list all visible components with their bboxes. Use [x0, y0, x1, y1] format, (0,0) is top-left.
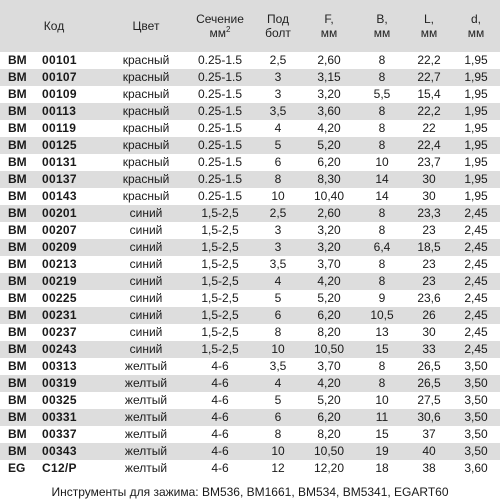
clamping-tools-note: Инструменты для зажима: BM536, BM1661, BM534, BM5341, EGART60: [51, 485, 449, 499]
cell-l: 23,7: [406, 154, 452, 171]
cell-code-number: 00343: [36, 443, 108, 460]
header-d: d, мм: [452, 0, 500, 52]
cell-prefix: BM: [0, 290, 36, 307]
cell-color: желтый: [108, 375, 184, 392]
cell-bolt: 8: [256, 426, 300, 443]
cell-bolt: 5: [256, 392, 300, 409]
table-row: [0, 120, 500, 137]
cell-d: 3,50: [452, 426, 500, 443]
table-row: [0, 188, 500, 205]
header-f: F, мм: [300, 0, 358, 52]
cell-prefix: BM: [0, 103, 36, 120]
cell-color: синий: [108, 205, 184, 222]
cell-section: 0.25-1.5: [184, 103, 256, 120]
cell-l: 30: [406, 171, 452, 188]
cell-section: 4-6: [184, 443, 256, 460]
cell-l: 38: [406, 460, 452, 477]
cell-code-number: 00119: [36, 120, 108, 137]
cell-bolt: 3: [256, 222, 300, 239]
cell-d: 1,95: [452, 69, 500, 86]
table-row: [0, 205, 500, 222]
cell-f: 3,60: [300, 103, 358, 120]
cell-section: 1,5-2,5: [184, 290, 256, 307]
table-row: [0, 239, 500, 256]
cell-f: 12,20: [300, 460, 358, 477]
header-section: Сечение $мм^2$: [184, 0, 256, 52]
table-row: [0, 341, 500, 358]
cell-b: 8: [358, 222, 406, 239]
cell-f: 10,50: [300, 341, 358, 358]
cell-color: красный: [108, 69, 184, 86]
cell-color: синий: [108, 256, 184, 273]
cell-l: 33: [406, 341, 452, 358]
header-color: Цвет: [108, 0, 184, 52]
cell-bolt: 8: [256, 324, 300, 341]
cell-f: 5,20: [300, 290, 358, 307]
cell-color: красный: [108, 171, 184, 188]
cell-bolt: 2,5: [256, 52, 300, 69]
cell-bolt: 4: [256, 120, 300, 137]
cell-code-number: 00319: [36, 375, 108, 392]
cell-b: 5,5: [358, 86, 406, 103]
table-row: [0, 324, 500, 341]
cell-bolt: 4: [256, 273, 300, 290]
cell-code-number: 00231: [36, 307, 108, 324]
cell-d: 1,95: [452, 171, 500, 188]
cell-d: 1,95: [452, 103, 500, 120]
cell-bolt: 8: [256, 171, 300, 188]
cell-code-number: 00137: [36, 171, 108, 188]
cell-b: 18: [358, 460, 406, 477]
cell-f: 8,30: [300, 171, 358, 188]
cell-section: 1,5-2,5: [184, 256, 256, 273]
cell-section: 0.25-1.5: [184, 188, 256, 205]
cell-l: 23,6: [406, 290, 452, 307]
table-row: [0, 409, 500, 426]
cell-b: 14: [358, 188, 406, 205]
cell-bolt: 5: [256, 290, 300, 307]
cell-d: 3,50: [452, 443, 500, 460]
cell-section: 1,5-2,5: [184, 341, 256, 358]
cell-prefix: BM: [0, 171, 36, 188]
cell-f: 8,20: [300, 324, 358, 341]
cell-d: 3,50: [452, 409, 500, 426]
cell-color: желтый: [108, 460, 184, 477]
cell-code-number: 00107: [36, 69, 108, 86]
cell-section: 1,5-2,5: [184, 324, 256, 341]
cell-f: 4,20: [300, 120, 358, 137]
cell-d: 1,95: [452, 52, 500, 69]
cell-code-number: 00125: [36, 137, 108, 154]
table-row: [0, 256, 500, 273]
cell-f: 6,20: [300, 409, 358, 426]
cell-prefix: BM: [0, 239, 36, 256]
cell-prefix: BM: [0, 392, 36, 409]
cell-color: синий: [108, 239, 184, 256]
cell-code-number: 00313: [36, 358, 108, 375]
cell-b: 8: [358, 69, 406, 86]
cell-f: 10,50: [300, 443, 358, 460]
cell-color: синий: [108, 290, 184, 307]
cell-f: 3,70: [300, 256, 358, 273]
cell-prefix: BM: [0, 86, 36, 103]
cell-code-number: 00209: [36, 239, 108, 256]
cell-code-number: 00219: [36, 273, 108, 290]
cell-code-number: 00325: [36, 392, 108, 409]
cell-f: 5,20: [300, 137, 358, 154]
cell-l: 23: [406, 256, 452, 273]
cell-l: 22,2: [406, 103, 452, 120]
cell-prefix: BM: [0, 120, 36, 137]
cell-prefix: BM: [0, 188, 36, 205]
table-row: [0, 86, 500, 103]
cell-f: 3,20: [300, 222, 358, 239]
cell-f: 5,20: [300, 392, 358, 409]
cell-prefix: BM: [0, 256, 36, 273]
cell-l: 30: [406, 324, 452, 341]
cell-code-number: 00243: [36, 341, 108, 358]
cell-b: 8: [358, 120, 406, 137]
cell-code-number: 00201: [36, 205, 108, 222]
cell-b: 11: [358, 409, 406, 426]
cell-prefix: BM: [0, 375, 36, 392]
cell-section: 0.25-1.5: [184, 120, 256, 137]
cell-code-number: 00109: [36, 86, 108, 103]
cell-f: 8,20: [300, 426, 358, 443]
cell-prefix: BM: [0, 409, 36, 426]
cell-bolt: 2,5: [256, 205, 300, 222]
cell-d: 1,95: [452, 86, 500, 103]
cell-l: 18,5: [406, 239, 452, 256]
cell-section: 4-6: [184, 426, 256, 443]
cell-b: 6,4: [358, 239, 406, 256]
cell-color: красный: [108, 188, 184, 205]
cell-bolt: 3,5: [256, 358, 300, 375]
cell-color: желтый: [108, 443, 184, 460]
cell-prefix: BM: [0, 69, 36, 86]
cell-l: 30,6: [406, 409, 452, 426]
header-code: Код: [0, 0, 108, 52]
cell-l: 37: [406, 426, 452, 443]
table-row: [0, 137, 500, 154]
cell-b: 10: [358, 154, 406, 171]
table-row: [0, 307, 500, 324]
cell-b: 8: [358, 103, 406, 120]
table-row: [0, 375, 500, 392]
cell-l: 27,5: [406, 392, 452, 409]
cell-d: 1,95: [452, 120, 500, 137]
table-row: [0, 154, 500, 171]
cell-d: 2,45: [452, 205, 500, 222]
cell-b: 14: [358, 171, 406, 188]
cell-bolt: 10: [256, 188, 300, 205]
cell-f: 3,70: [300, 358, 358, 375]
cell-f: 3,20: [300, 239, 358, 256]
header-b: B, мм: [358, 0, 406, 52]
cell-color: желтый: [108, 358, 184, 375]
cell-code-number: 00143: [36, 188, 108, 205]
cell-d: 2,45: [452, 307, 500, 324]
cell-f: 3,20: [300, 86, 358, 103]
cell-b: 8: [358, 52, 406, 69]
cell-section: 1,5-2,5: [184, 222, 256, 239]
cell-d: 2,45: [452, 222, 500, 239]
cell-code-number: 00113: [36, 103, 108, 120]
cell-d: 1,95: [452, 188, 500, 205]
cell-b: 10: [358, 392, 406, 409]
cell-section: 0.25-1.5: [184, 69, 256, 86]
cell-l: 23,3: [406, 205, 452, 222]
cell-color: синий: [108, 341, 184, 358]
table-row: [0, 273, 500, 290]
cell-l: 23: [406, 273, 452, 290]
cell-prefix: BM: [0, 222, 36, 239]
cell-bolt: 10: [256, 443, 300, 460]
cell-f: 6,20: [300, 154, 358, 171]
cell-section: 4-6: [184, 460, 256, 477]
table-row: [0, 52, 500, 69]
cell-b: 8: [358, 375, 406, 392]
cell-b: 8: [358, 137, 406, 154]
table-row: [0, 222, 500, 239]
cell-code-number: 00101: [36, 52, 108, 69]
cell-b: 8: [358, 256, 406, 273]
cell-b: 15: [358, 426, 406, 443]
cell-b: 10,5: [358, 307, 406, 324]
cell-f: 2,60: [300, 205, 358, 222]
table-body: [0, 52, 500, 477]
cell-section: 0.25-1.5: [184, 154, 256, 171]
cell-d: 3,60: [452, 460, 500, 477]
cell-code-number: 00237: [36, 324, 108, 341]
table-row: [0, 103, 500, 120]
header-bolt: Под болт: [256, 0, 300, 52]
cell-section: 4-6: [184, 392, 256, 409]
cell-section: 1,5-2,5: [184, 273, 256, 290]
cell-prefix: BM: [0, 341, 36, 358]
cell-color: красный: [108, 120, 184, 137]
cell-prefix: BM: [0, 443, 36, 460]
cell-color: красный: [108, 154, 184, 171]
cell-bolt: 3,5: [256, 103, 300, 120]
table-row: [0, 358, 500, 375]
cell-prefix: BM: [0, 358, 36, 375]
cell-code-number: C12/P: [36, 460, 108, 477]
cell-d: 1,95: [452, 137, 500, 154]
cell-section: 0.25-1.5: [184, 137, 256, 154]
cell-l: 40: [406, 443, 452, 460]
cell-prefix: BM: [0, 205, 36, 222]
cell-color: желтый: [108, 426, 184, 443]
cell-color: красный: [108, 86, 184, 103]
cell-bolt: 4: [256, 375, 300, 392]
table-row: [0, 460, 500, 477]
cell-bolt: 3: [256, 239, 300, 256]
cell-section: 1,5-2,5: [184, 239, 256, 256]
cell-d: 2,45: [452, 290, 500, 307]
cell-color: красный: [108, 103, 184, 120]
cell-b: 8: [358, 273, 406, 290]
cell-section: 1,5-2,5: [184, 205, 256, 222]
cell-code-number: 00337: [36, 426, 108, 443]
cell-f: 10,40: [300, 188, 358, 205]
table-row: [0, 392, 500, 409]
cell-f: 3,15: [300, 69, 358, 86]
cell-bolt: 6: [256, 154, 300, 171]
table-row: [0, 426, 500, 443]
cell-f: 4,20: [300, 273, 358, 290]
header-l: L, мм: [406, 0, 452, 52]
cell-d: 3,50: [452, 358, 500, 375]
cell-l: 23: [406, 222, 452, 239]
table-row: [0, 171, 500, 188]
header-row: [0, 0, 500, 52]
cell-code-number: 00225: [36, 290, 108, 307]
cell-section: 4-6: [184, 358, 256, 375]
cell-section: 0.25-1.5: [184, 171, 256, 188]
cell-l: 22,4: [406, 137, 452, 154]
cell-bolt: 3: [256, 86, 300, 103]
cell-l: 26: [406, 307, 452, 324]
cell-prefix: BM: [0, 307, 36, 324]
cell-color: синий: [108, 273, 184, 290]
cell-color: синий: [108, 222, 184, 239]
cell-d: 2,45: [452, 256, 500, 273]
cell-l: 22: [406, 120, 452, 137]
cell-prefix: BM: [0, 137, 36, 154]
table-row: [0, 443, 500, 460]
cell-l: 30: [406, 188, 452, 205]
cell-bolt: 5: [256, 137, 300, 154]
cell-f: 2,60: [300, 52, 358, 69]
cell-b: 13: [358, 324, 406, 341]
cell-l: 15,4: [406, 86, 452, 103]
cell-d: 3,50: [452, 392, 500, 409]
cell-bolt: 3,5: [256, 256, 300, 273]
cell-code-number: 00331: [36, 409, 108, 426]
table-row: [0, 69, 500, 86]
cell-b: 8: [358, 358, 406, 375]
cell-b: 19: [358, 443, 406, 460]
cell-bolt: 12: [256, 460, 300, 477]
cell-prefix: BM: [0, 426, 36, 443]
cell-color: желтый: [108, 409, 184, 426]
cell-prefix: BM: [0, 273, 36, 290]
cell-d: 1,95: [452, 154, 500, 171]
cell-bolt: 10: [256, 341, 300, 358]
cell-d: 2,45: [452, 273, 500, 290]
cell-section: 4-6: [184, 409, 256, 426]
cell-l: 26,5: [406, 375, 452, 392]
cell-l: 22,7: [406, 69, 452, 86]
cell-prefix: EG: [0, 460, 36, 477]
cell-bolt: 6: [256, 409, 300, 426]
cell-code-number: 00207: [36, 222, 108, 239]
cell-d: 3,50: [452, 375, 500, 392]
cell-prefix: BM: [0, 154, 36, 171]
cell-l: 22,2: [406, 52, 452, 69]
cell-prefix: BM: [0, 324, 36, 341]
cell-color: красный: [108, 52, 184, 69]
cell-b: 9: [358, 290, 406, 307]
cell-f: 4,20: [300, 375, 358, 392]
cell-prefix: BM: [0, 52, 36, 69]
cell-code-number: 00131: [36, 154, 108, 171]
cell-d: 2,45: [452, 239, 500, 256]
cell-b: 15: [358, 341, 406, 358]
cell-l: 26,5: [406, 358, 452, 375]
cell-section: 1,5-2,5: [184, 307, 256, 324]
cell-color: желтый: [108, 392, 184, 409]
cell-section: 0.25-1.5: [184, 52, 256, 69]
cell-b: 8: [358, 205, 406, 222]
cell-bolt: 3: [256, 69, 300, 86]
cell-color: синий: [108, 307, 184, 324]
cell-section: 4-6: [184, 375, 256, 392]
table-row: [0, 290, 500, 307]
cell-d: 2,45: [452, 324, 500, 341]
cell-bolt: 6: [256, 307, 300, 324]
cell-section: 0.25-1.5: [184, 86, 256, 103]
cell-f: 6,20: [300, 307, 358, 324]
cell-code-number: 00213: [36, 256, 108, 273]
cell-d: 2,45: [452, 341, 500, 358]
cell-color: синий: [108, 324, 184, 341]
cell-color: красный: [108, 137, 184, 154]
